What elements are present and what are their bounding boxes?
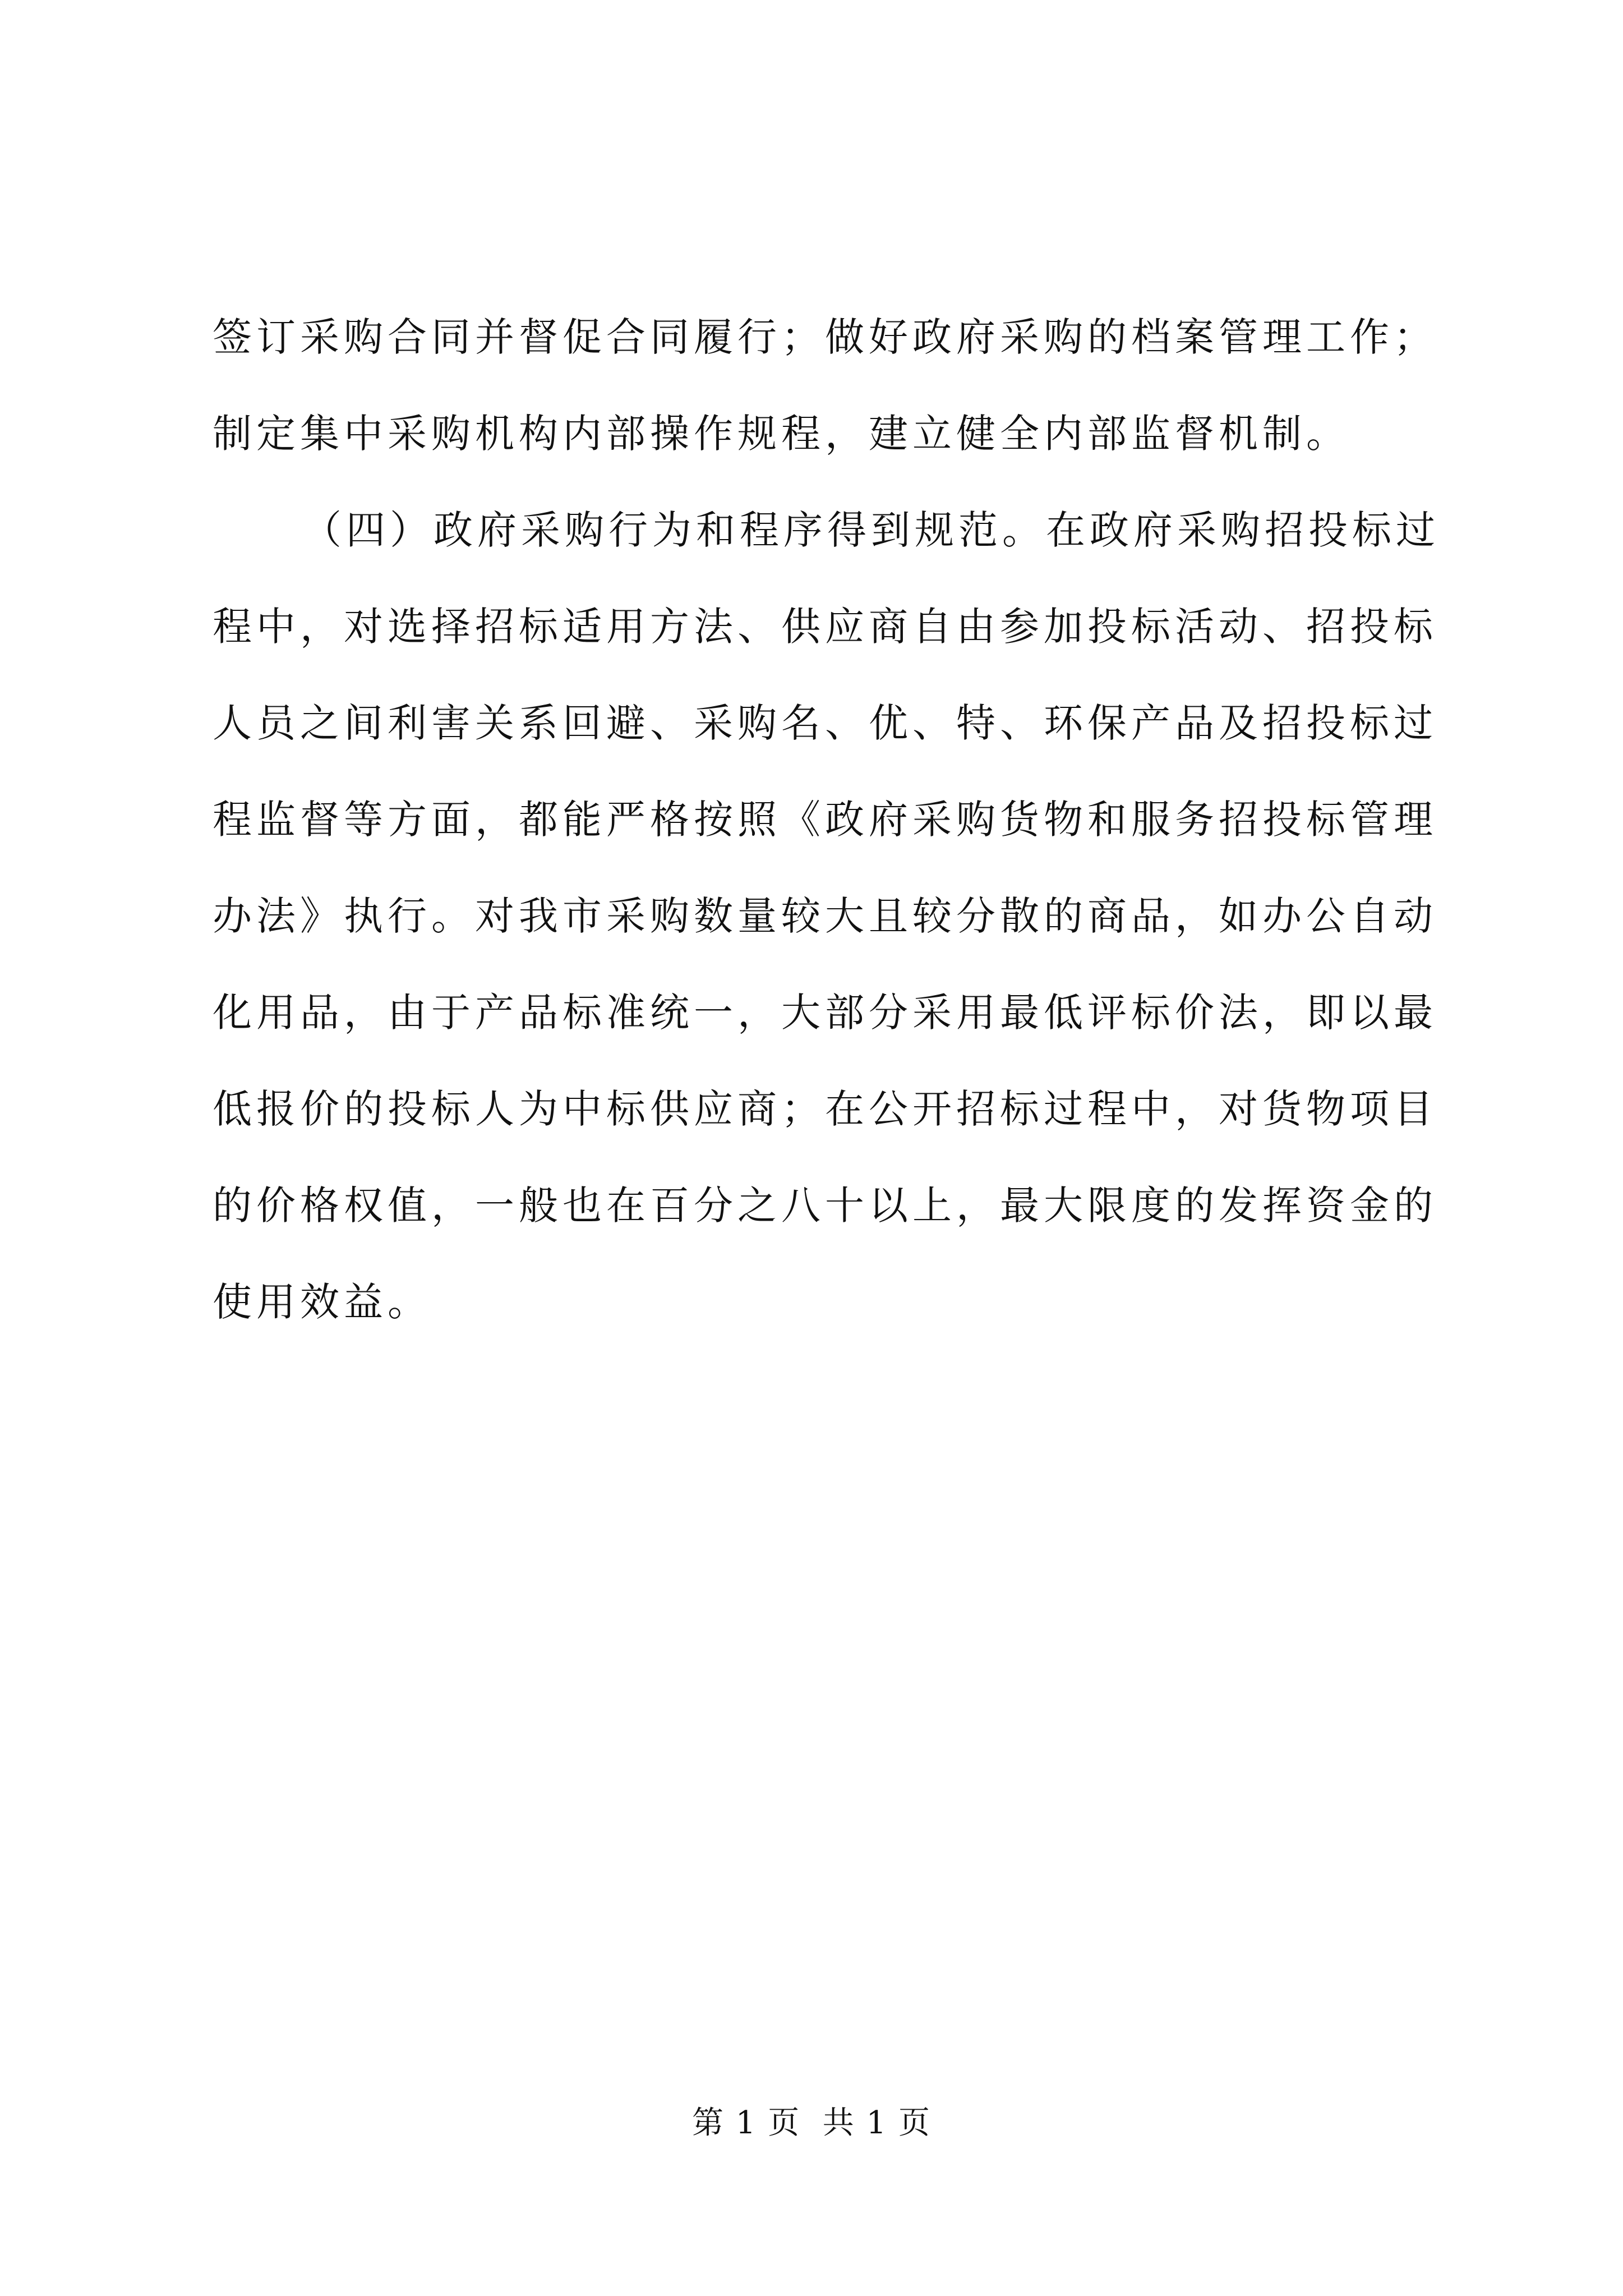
paragraph-line: 化用品，由于产品标准统一，大部分采用最低评标价法，即以最 — [213, 990, 1437, 1036]
paragraph-line: 签订采购合同并督促合同履行；做好政府采购的档案管理工作； — [213, 314, 1437, 360]
body-text — [213, 289, 1440, 1350]
paragraph-line: 使用效益。 — [213, 1279, 431, 1325]
paragraph-line: 人员之间利害关系回避、采购名、优、特、环保产品及招投标过 — [213, 700, 1437, 746]
paragraph-line: 制定集中采购机构内部操作规程，建立健全内部监督机制。 — [213, 411, 1350, 457]
paragraph-2 — [213, 482, 1440, 1350]
paragraph-line: 办法》执行。对我市采购数量较大且较分散的商品，如办公自动 — [213, 893, 1437, 939]
paragraph-line: （四）政府采购行为和程序得到规范。在政府采购招投标过 — [302, 507, 1440, 553]
paragraph-line: 程监督等方面，都能严格按照《政府采购货物和服务招投标管理 — [213, 797, 1437, 843]
paragraph-1 — [213, 289, 1437, 482]
paragraph-line: 的价格权值，一般也在百分之八十以上，最大限度的发挥资金的 — [213, 1182, 1437, 1228]
page-footer: 第 1 页 共 1 页 — [691, 2105, 932, 2141]
paragraph-line: 程中，对选择招标适用方法、供应商自由参加投标活动、招投标 — [213, 604, 1437, 650]
paragraph-line: 低报价的投标人为中标供应商；在公开招标过程中，对货物项目 — [213, 1086, 1437, 1132]
